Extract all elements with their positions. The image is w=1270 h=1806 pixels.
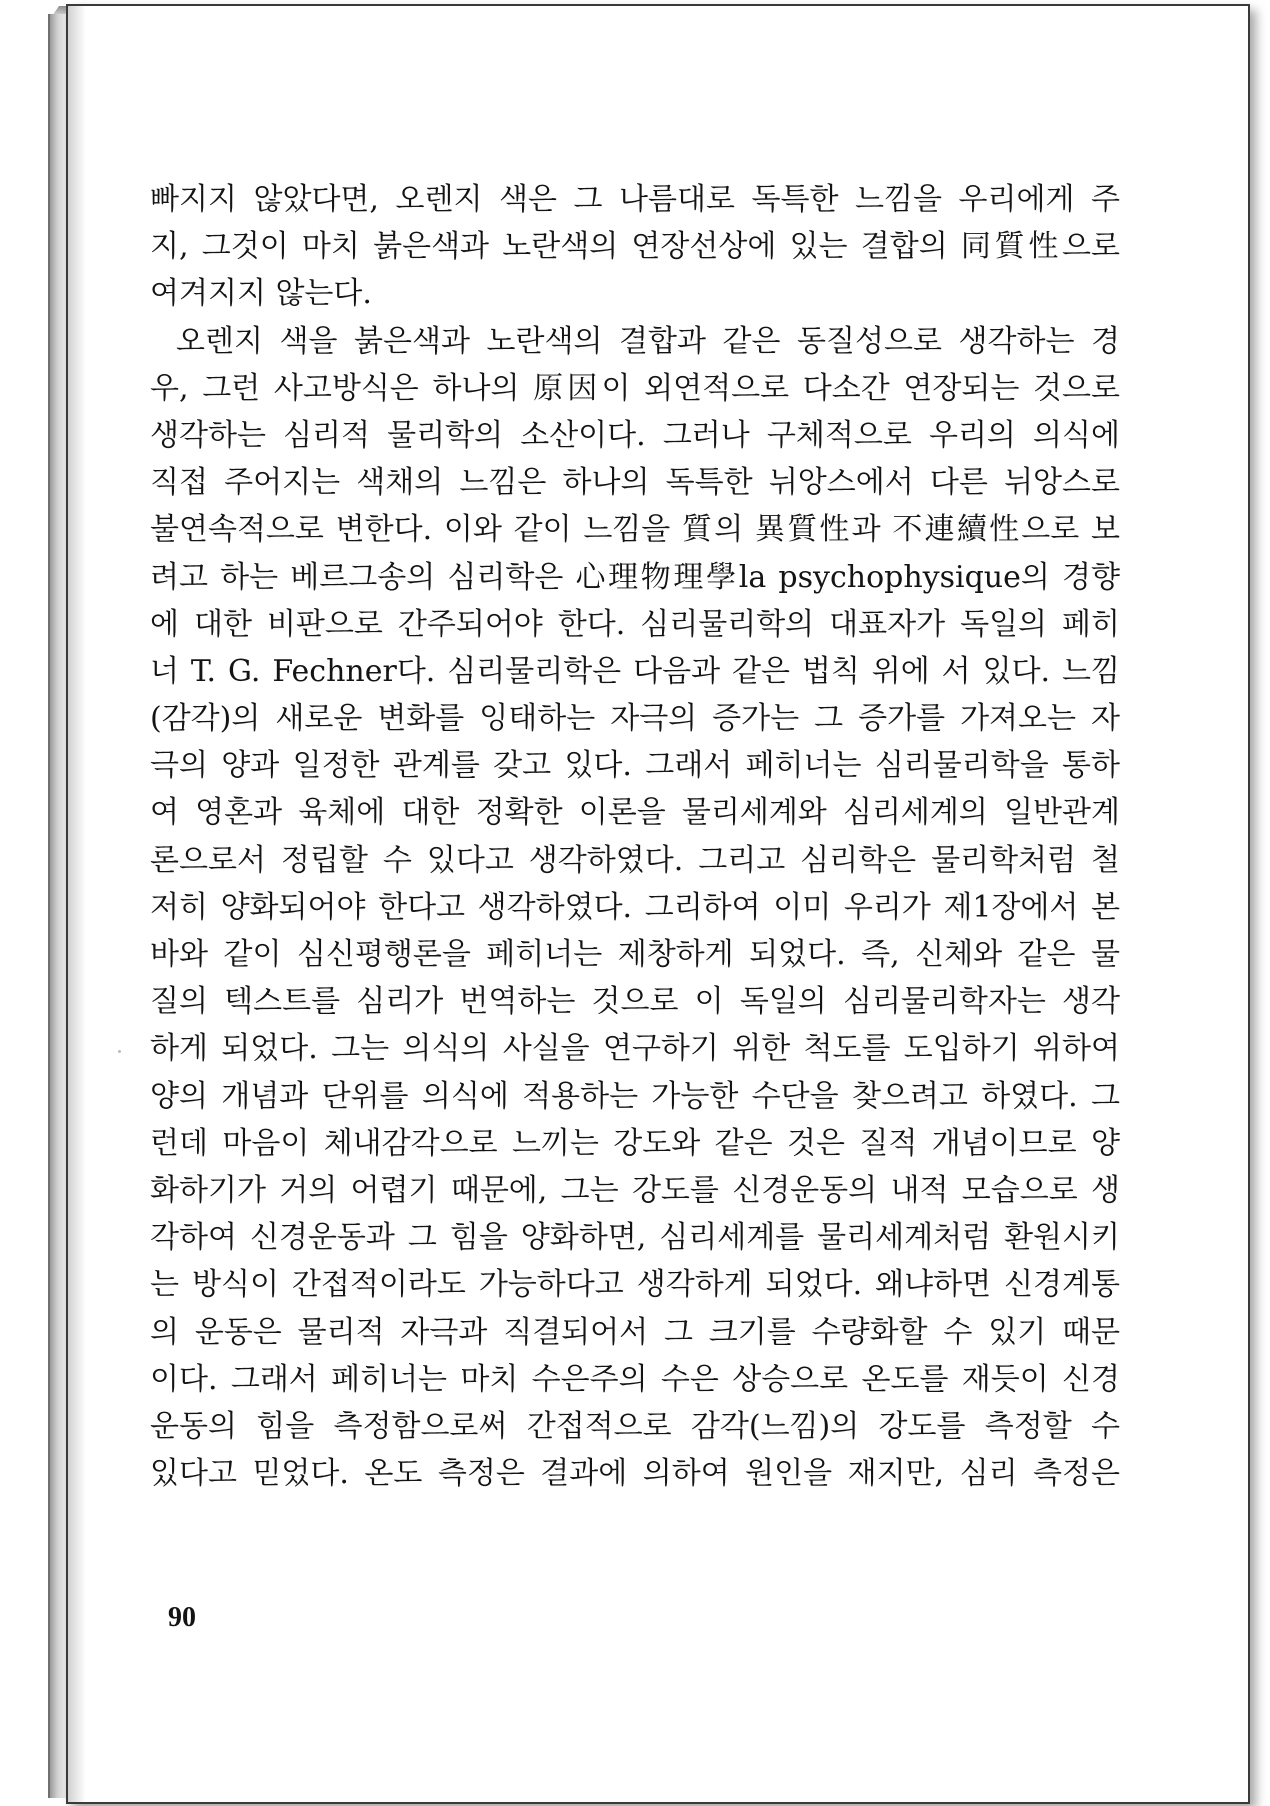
text-line: 생각하는 심리적 물리학의 소산이다. 그러나 구체적으로 우리의 의식에: [150, 417, 1120, 453]
text-line: (감각)의 새로운 변화를 잉태하는 자극의 증가는 그 증가를 가져오는 자: [150, 701, 1120, 737]
text-line: 질의 텍스트를 심리가 번역하는 것으로 이 독일의 심리물리학자는 생각: [150, 984, 1120, 1020]
text-line: 론으로서 정립할 수 있다고 생각하였다. 그리고 심리학은 물리학처럼 철: [150, 842, 1120, 878]
scan-speck: [118, 1050, 121, 1053]
text-line: 저히 양화되어야 한다고 생각하였다. 그리하여 이미 우리가 제1장에서 본: [150, 889, 1120, 925]
text-line: 하게 되었다. 그는 의식의 사실을 연구하기 위한 척도를 도입하기 위하여: [150, 1031, 1120, 1067]
text-line: 불연속적으로 변한다. 이와 같이 느낌을 質의 異質性과 不連續性으로 보: [150, 512, 1120, 548]
text-line: 바와 같이 심신평행론을 페히너는 제창하게 되었다. 즉, 신체와 같은 물: [150, 937, 1120, 972]
text-line: 빠지지 않았다면, 오렌지 색은 그 나름대로 독특한 느낌을 우리에게 주: [150, 182, 1120, 217]
text-line: 에 대한 비판으로 간주되어야 한다. 심리물리학의 대표자가 독일의 페히: [150, 606, 1120, 642]
text-line: 이다. 그래서 페히너는 마치 수은주의 수은 상승으로 온도를 재듯이 신경: [150, 1361, 1120, 1397]
text-line: 는 방식이 간접적이라도 가능하다고 생각하게 되었다. 왜냐하면 신경계통: [150, 1267, 1120, 1303]
text-line: 있다고 믿었다. 온도 측정은 결과에 의하여 원인을 재지만, 심리 측정은: [150, 1456, 1120, 1492]
spine-shadow: [68, 6, 86, 1802]
text-line: 각하여 신경운동과 그 힘을 양화하면, 심리세계를 물리세계처럼 환원시키: [150, 1220, 1120, 1256]
text-line: 여 영혼과 육체에 대한 정확한 이론을 물리세계와 심리세계의 일반관계: [150, 795, 1120, 831]
text-line: 오렌지 색을 붉은색과 노란색의 결합과 같은 동질성으로 생각하는 경: [176, 323, 1120, 359]
text-line: 너 T. G. Fechner다. 심리물리학은 다음과 같은 법칙 위에 서 있다. 느낌: [150, 653, 1120, 689]
page-number: 90: [168, 1602, 196, 1633]
text-line: 화하기가 거의 어렵기 때문에, 그는 강도를 신경운동의 내적 모습으로 생: [150, 1172, 1120, 1208]
text-line: 직접 주어지는 색채의 느낌은 하나의 독특한 뉘앙스에서 다른 뉘앙스로: [150, 465, 1120, 501]
text-line: 의 운동은 물리적 자극과 직결되어서 그 크기를 수량화할 수 있기 때문: [150, 1314, 1120, 1350]
text-line: 런데 마음이 체내감각으로 느끼는 강도와 같은 것은 질적 개념이므로 양: [150, 1125, 1120, 1161]
text-line: 운동의 힘을 측정함으로써 간접적으로 감각(느낌)의 강도를 측정할 수: [150, 1408, 1120, 1444]
text-line: 지, 그것이 마치 붉은색과 노란색의 연장선상에 있는 결합의 同質性으로: [150, 229, 1120, 265]
text-line: 려고 하는 베르그송의 심리학은 心理物理學la psychophysique의 경향: [150, 559, 1120, 595]
text-line: 여겨지지 않는다.: [150, 276, 372, 312]
body-text: [150, 176, 1120, 1497]
text-line: 우, 그런 사고방식은 하나의 原因이 외연적으로 다소간 연장되는 것으로: [150, 370, 1120, 406]
text-line: 극의 양과 일정한 관계를 갖고 있다. 그래서 페히너는 심리물리학을 통하: [150, 748, 1120, 784]
text-line: 양의 개념과 단위를 의식에 적용하는 가능한 수단을 찾으려고 하였다. 그: [150, 1078, 1120, 1114]
